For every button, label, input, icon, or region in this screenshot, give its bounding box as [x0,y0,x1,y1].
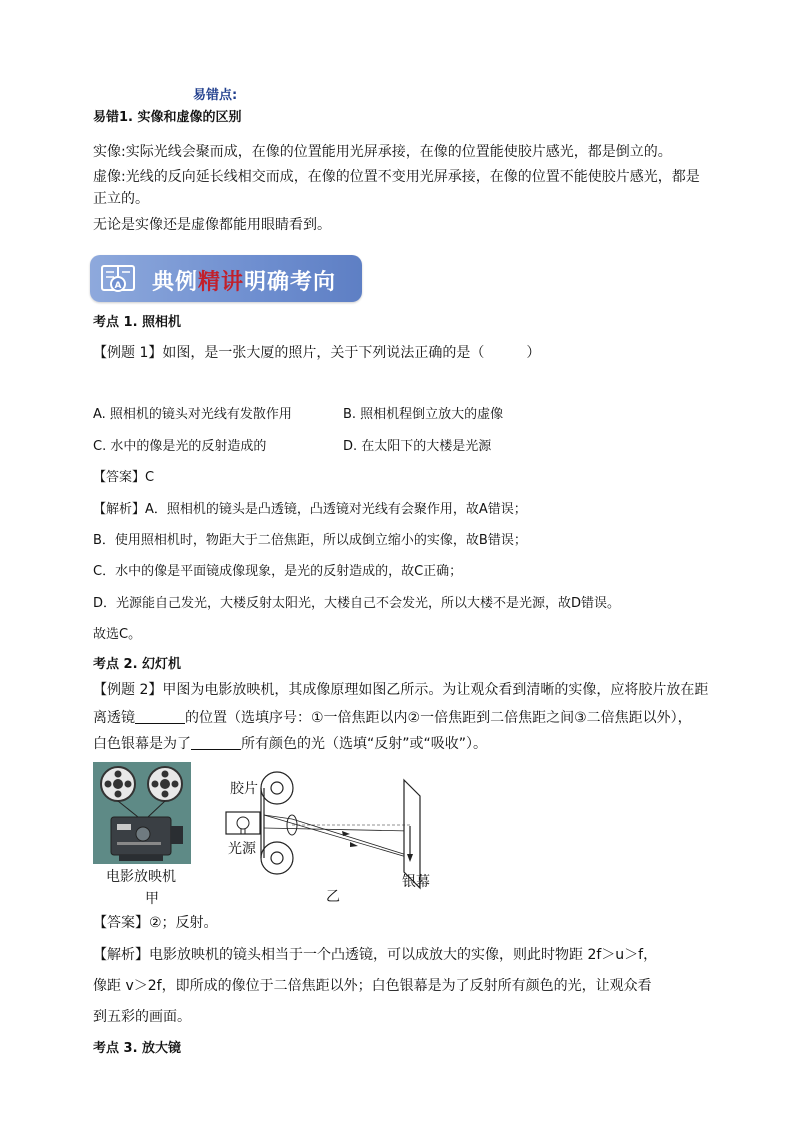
kp2-question-line2-b: 的位置（选填序号：①一倍焦距以内②一倍焦距到二倍焦距之间③二倍焦距以外）， [185,710,692,726]
banner-part1: 典例 [152,270,199,295]
kp1-analysis-d: D．光源能自己发光，大楼反射太阳光，大楼自己不会发光，所以大楼不是光源，故D错误。 [93,596,621,611]
kp1-answer: 【答案】C [93,470,155,485]
kp1-option-c: C. 水中的像是光的反射造成的 [93,439,267,454]
banner-title [152,265,336,296]
real-image-definition: 实像:实际光线会聚而成，在像的位置能用光屏承接，在像的位置能使胶片感光，都是倒立的。 [93,144,672,160]
book-icon [100,262,136,296]
kp2-analysis-line3: 到五彩的画面。 [93,1009,191,1025]
virtual-image-definition-line2: 正立的。 [93,191,149,207]
kp2-analysis-line1: 【解析】电影放映机的镜头相当于一个凸透镜，可以成放大的实像，则此时物距 2f＞u＞f， [93,947,658,963]
tips-heading: 易错点: [193,88,238,103]
kp1-analysis-c: C．水中的像是平面镜成像现象，是光的反射造成的，故C正确； [93,564,463,579]
kp1-analysis-b: B．使用照相机时，物距大于二倍焦距，所以成倒立缩小的实像，故B错误； [93,533,527,548]
caption-jia: 甲 [145,891,159,907]
banner-part3: 明确考向 [244,270,337,295]
virtual-image-definition-line1: 虚像:光线的反向延长线相交而成，在像的位置不变用光屏承接，在像的位置不能使胶片感光，都是 [93,169,700,185]
kp2-question-line3-a: 白色银幕是为了 [93,736,191,752]
kp2-question-line3-b: 所有颜色的光（选填“反射”或“吸收”）。 [241,736,488,752]
kp2-answer: 【答案】②；反射。 [93,915,218,931]
blank-2[interactable] [191,735,241,750]
projector-photo [93,762,191,864]
label-light-source: 光源 [228,841,256,857]
kp2-title: 考点 2. 幻灯机 [93,657,182,672]
caption-projector: 电影放映机 [106,869,176,885]
kp1-question: 【例题 1】如图，是一张大厦的照片，关于下列说法正确的是（ ） [93,345,541,361]
kp2-question-line3 [93,734,487,754]
caption-yi: 乙 [326,889,340,905]
both-visible-note: 无论是实像还是虚像都能用眼睛看到。 [93,217,331,233]
film-projector-icon [93,762,191,864]
section-banner [90,255,362,302]
error1-title: 易错1. 实像和虚像的区别 [93,110,242,125]
label-film: 胶片 [230,781,258,797]
kp3-title: 考点 3. 放大镜 [93,1041,182,1056]
kp2-question-line1: 【例题 2】甲图为电影放映机，其成像原理如图乙所示。为让观众看到清晰的实像，应将胶片放在距 [93,682,709,698]
kp1-conclusion: 故选C。 [93,627,142,642]
kp1-title: 考点 1. 照相机 [93,315,182,330]
kp2-question-line2 [93,708,692,728]
lower-reel [261,842,293,874]
kp2-analysis-line2: 像距 v＞2f，即所成的像位于二倍焦距以外；白色银幕是为了反射所有颜色的光，让观众看 [93,978,652,994]
svg-text:A: A [114,281,122,291]
kp2-question-line2-a: 离透镜 [93,710,135,726]
upper-reel [261,772,293,804]
kp1-analysis-a: 【解析】A．照相机的镜头是凸透镜，凸透镜对光线有会聚作用，故A错误； [93,502,527,517]
blank-1[interactable] [135,709,185,724]
bulb-icon [237,817,249,829]
kp1-option-d: D. 在太阳下的大楼是光源 [343,439,492,454]
kp1-option-a: A. 照相机的镜头对光线有发散作用 [93,407,292,422]
kp1-option-b: B. 照相机程倒立放大的虚像 [343,407,504,422]
banner-part2: 精讲 [198,270,245,295]
label-screen: 银幕 [402,874,430,890]
